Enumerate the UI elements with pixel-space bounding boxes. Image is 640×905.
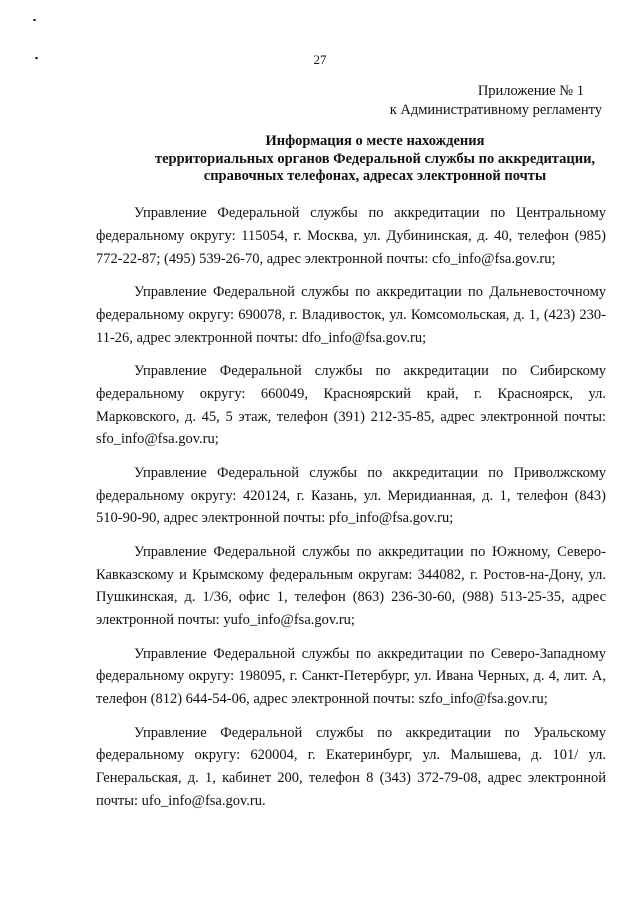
appendix-header (390, 82, 602, 120)
appendix-reference: к Административному регламенту (389, 102, 602, 118)
office-volga: Управление Федеральной службы по аккредитации по Приволжскому федеральному округу: 420124, г. Казань, ул. Меридианная, д. 1, телефон (843) 510-90-90, адрес электронной почты: pfo_info@fsa.gov.ru; (96, 464, 606, 527)
heading-line-1: Информация о месте нахождения (265, 133, 485, 149)
office-far-east: Управление Федеральной службы по аккредитации по Дальневосточному федеральному округу: 690078, г. Владивосток, ул. Комсомольская, д. 1, (423) 230-11-26, адрес электронной почты: dfo_info@fsa.gov.ru; (96, 283, 606, 346)
office-central: Управление Федеральной службы по аккредитации по Центральному федеральному округу: 115054, г. Москва, ул. Дубининская, д. 40, телефон (985) 772-22-87; (495) 539-26-70, адрес электронной почты: cfo_info@fsa.gov.ru; (96, 205, 606, 267)
appendix-title: Приложение № 1 (477, 83, 584, 99)
office-south: Управление Федеральной службы по аккредитации по Южному, Северо-Кавказскому и Крымскому федеральным округам: 344082, г. Ростов-на-Дону, ул. Пушкинская, д. 1/36, офис 1, телефон (863) 236-30-60, (988) 513-25-35, адрес электронной почты: yufo_info@fsa.gov.ru; (96, 543, 606, 629)
document-body (96, 202, 606, 823)
heading-line-2: территориальных органов Федеральной службы по аккредитации, (154, 150, 596, 167)
office-northwest: Управление Федеральной службы по аккредитации по Северо-Западному федеральному округу: 198095, г. Санкт-Петербург, ул. Ивана Черных, д. 4, лит. А, телефон (812) 644-54-06, адрес электронной почты: szfo_info@fsa.gov.ru; (96, 645, 606, 708)
page-number: 27 (313, 52, 327, 67)
heading-line-3: справочных телефонах, адресах электронной почты (203, 168, 547, 184)
office-siberia: Управление Федеральной службы по аккредитации по Сибирскому федеральному округу: 660049, Красноярский край, г. Красноярск, ул. Марковского, д. 45, 5 этаж, телефон (391) 212-35-85, адрес электронной почты: sfo_info@fsa.gov.ru; (96, 362, 606, 448)
scan-speck (33, 19, 36, 21)
office-ural: Управление Федеральной службы по аккредитации по Уральскому федеральному округу: 620004, г. Екатеринбург, ул. Малышева, д. 101/ ул. Генеральская, д. 1, кабинет 200, телефон 8 (343) 372-79-08, адрес электронной почты: ufo_info@fsa.gov.ru. (96, 724, 606, 809)
document-heading (150, 133, 600, 186)
